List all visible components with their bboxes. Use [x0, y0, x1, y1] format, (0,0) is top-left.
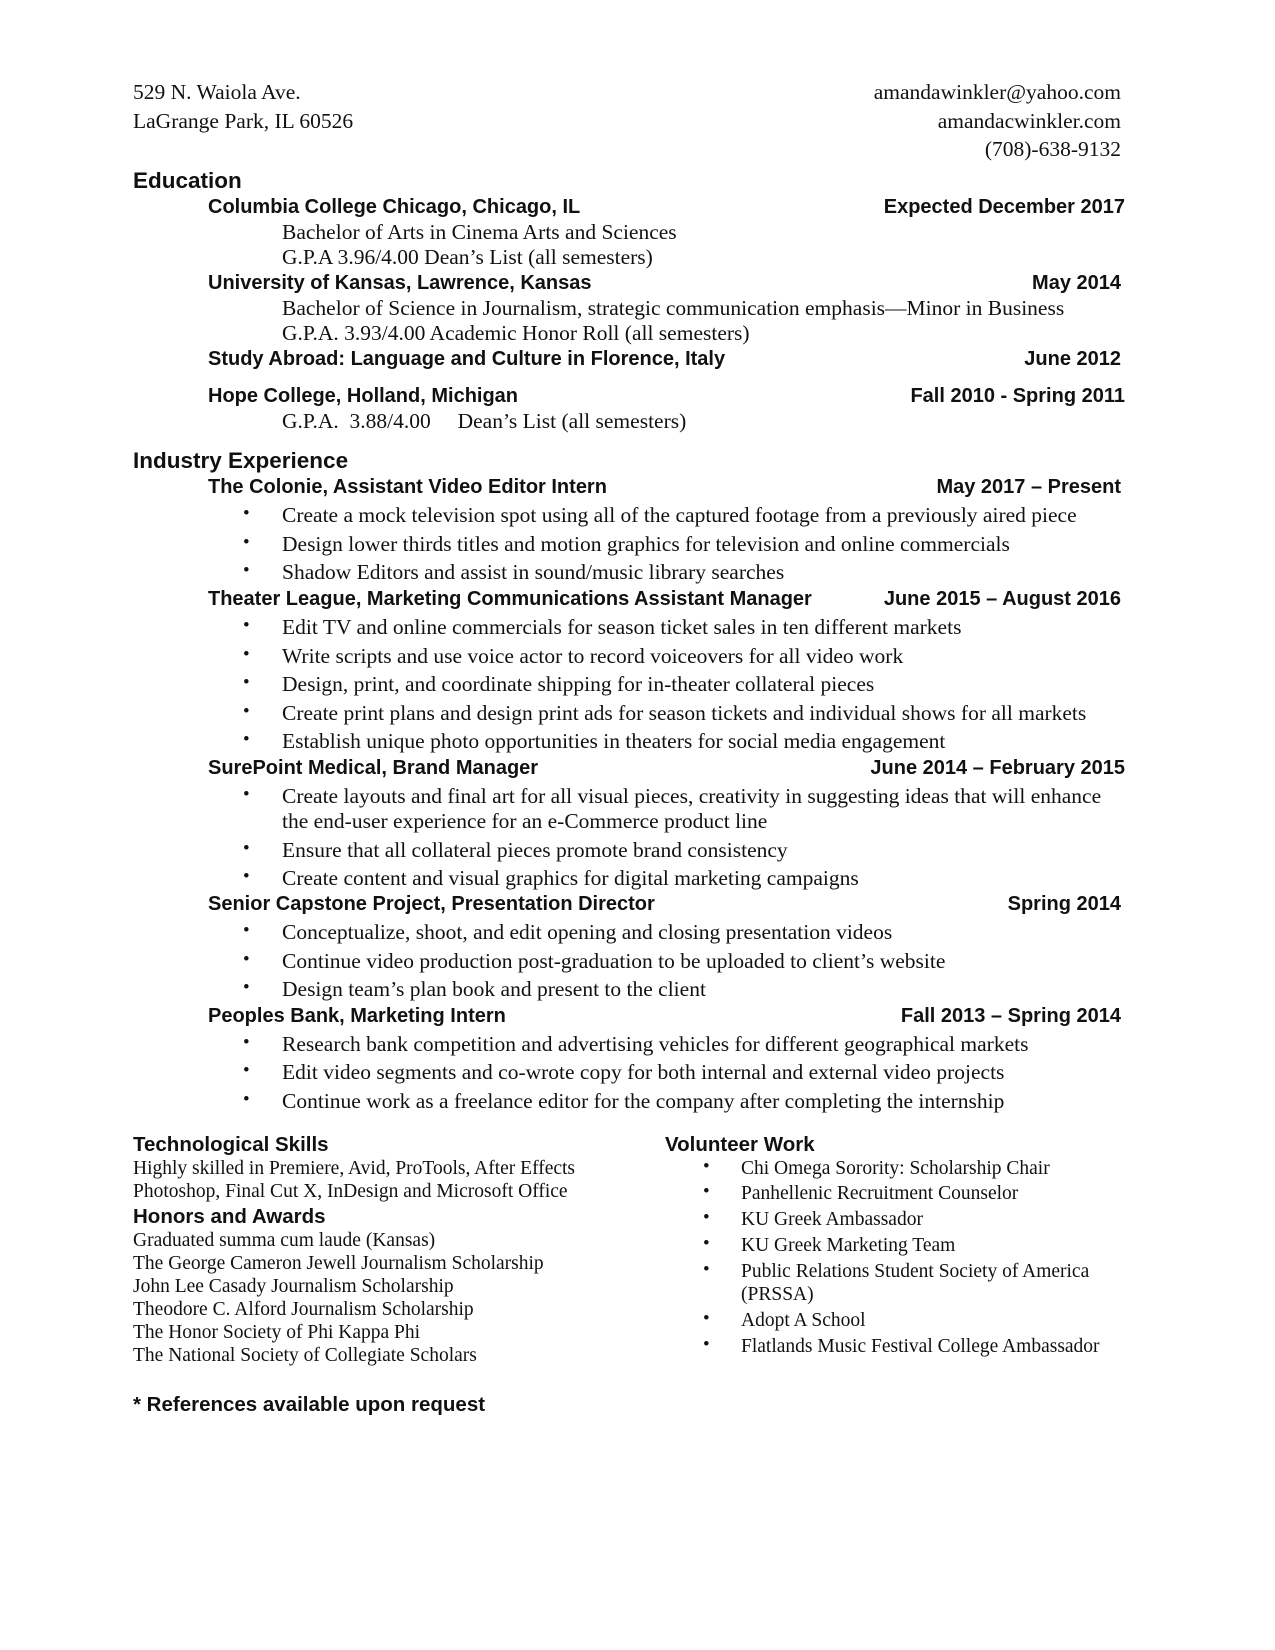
bullet-icon: •: [703, 1156, 710, 1177]
bullet-icon: •: [243, 784, 250, 805]
email-link[interactable]: amandawinkler@yahoo.com: [873, 80, 1121, 104]
bullet-icon: •: [243, 1032, 250, 1053]
job-bullet-text: Shadow Editors and assist in sound/music library searches: [282, 560, 785, 584]
bullet-icon: •: [243, 701, 250, 722]
bullet-icon: •: [703, 1181, 710, 1202]
bullet-icon: •: [243, 615, 250, 636]
edu-school-1: Columbia College Chicago, Chicago, IL: [208, 196, 581, 218]
volunteer-item: (PRSSA): [741, 1284, 814, 1305]
edu-school-3: Study Abroad: Language and Culture in Florence, Italy: [208, 348, 726, 370]
bullet-icon: •: [243, 1089, 250, 1110]
job-bullet-text: Design, print, and coordinate shipping for in-theater collateral pieces: [282, 672, 875, 696]
bullet-icon: •: [703, 1207, 710, 1228]
edu-date-3: June 2012: [1024, 348, 1121, 370]
bullet-icon: •: [243, 532, 250, 553]
bullet-icon: •: [243, 920, 250, 941]
bullet-icon: •: [243, 672, 250, 693]
job-bullet-text: Create print plans and design print ads for season tickets and individual shows for all markets: [282, 701, 1087, 725]
address-line-1: 529 N. Waiola Ave.: [133, 80, 301, 104]
edu-school-2: University of Kansas, Lawrence, Kansas: [208, 272, 592, 294]
job-date-1: May 2017 – Present: [936, 476, 1121, 498]
experience-heading: Industry Experience: [133, 448, 349, 473]
bullet-icon: •: [243, 949, 250, 970]
volunteer-heading: Volunteer Work: [665, 1133, 815, 1156]
job-date-3: June 2014 – February 2015: [870, 757, 1125, 779]
volunteer-item: Adopt A School: [741, 1310, 866, 1331]
job-date-4: Spring 2014: [1007, 893, 1121, 915]
job-bullet-text: Conceptualize, shoot, and edit opening and closing presentation videos: [282, 920, 893, 944]
bullet-icon: •: [243, 866, 250, 887]
bullet-icon: •: [703, 1259, 710, 1280]
bullet-icon: •: [243, 644, 250, 665]
bullet-icon: •: [243, 729, 250, 750]
honor-item: Graduated summa cum laude (Kansas): [133, 1230, 436, 1251]
job-title-3: SurePoint Medical, Brand Manager: [208, 757, 539, 779]
phone-number: (708)-638-9132: [984, 137, 1121, 161]
edu-date-4: Fall 2010 - Spring 2011: [910, 385, 1125, 407]
job-title-2: Theater League, Marketing Communications Assistant Manager: [208, 588, 812, 610]
job-bullet-text: Edit TV and online commercials for season ticket sales in ten different markets: [282, 615, 962, 639]
honor-item: The Honor Society of Phi Kappa Phi: [133, 1322, 421, 1343]
edu-detail: G.P.A 3.96/4.00 Dean’s List (all semesters): [282, 245, 653, 269]
job-title-5: Peoples Bank, Marketing Intern: [208, 1005, 506, 1027]
bullet-icon: •: [703, 1233, 710, 1254]
job-bullet-text: Create a mock television spot using all of the captured footage from a previously aired piece: [282, 503, 1077, 527]
address-line-2: LaGrange Park, IL 60526: [133, 109, 354, 133]
job-title-1: The Colonie, Assistant Video Editor Intern: [208, 476, 607, 498]
tech-skills-line: Highly skilled in Premiere, Avid, ProTools, After Effects: [133, 1158, 576, 1179]
edu-detail: Bachelor of Arts in Cinema Arts and Sciences: [282, 220, 677, 244]
volunteer-item: KU Greek Ambassador: [741, 1209, 923, 1230]
job-bullet-text: the end-user experience for an e-Commerce product line: [282, 809, 768, 833]
edu-detail: G.P.A. 3.93/4.00 Academic Honor Roll (all semesters): [282, 321, 750, 345]
job-bullet-text: Write scripts and use voice actor to record voiceovers for all video work: [282, 644, 904, 668]
tech-skills-heading: Technological Skills: [133, 1133, 329, 1156]
job-bullet-text: Design team’s plan book and present to the client: [282, 977, 706, 1001]
job-bullet-text: Establish unique photo opportunities in theaters for social media engagement: [282, 729, 946, 753]
edu-date-2: May 2014: [1032, 272, 1121, 294]
bullet-icon: •: [243, 1060, 250, 1081]
edu-date-1: Expected December 2017: [883, 196, 1125, 218]
references-note: * References available upon request: [133, 1393, 486, 1416]
bullet-icon: •: [703, 1308, 710, 1329]
honor-item: Theodore C. Alford Journalism Scholarship: [133, 1299, 474, 1320]
honor-item: John Lee Casady Journalism Scholarship: [133, 1276, 454, 1297]
volunteer-item: Panhellenic Recruitment Counselor: [741, 1183, 1019, 1204]
bullet-icon: •: [243, 503, 250, 524]
tech-skills-line: Photoshop, Final Cut X, InDesign and Microsoft Office: [133, 1181, 568, 1202]
volunteer-item: Flatlands Music Festival College Ambassador: [741, 1336, 1100, 1357]
website-link[interactable]: amandacwinkler.com: [937, 109, 1121, 133]
bullet-icon: •: [243, 977, 250, 998]
edu-school-4: Hope College, Holland, Michigan: [208, 385, 519, 407]
job-bullet-text: Research bank competition and advertising vehicles for different geographical markets: [282, 1032, 1029, 1056]
job-bullet-text: Continue work as a freelance editor for the company after completing the internship: [282, 1089, 1005, 1113]
volunteer-item: Public Relations Student Society of America: [741, 1261, 1090, 1282]
volunteer-item: KU Greek Marketing Team: [741, 1235, 956, 1256]
bullet-icon: •: [243, 838, 250, 859]
education-heading: Education: [133, 168, 242, 193]
bullet-icon: •: [703, 1334, 710, 1355]
volunteer-item: Chi Omega Sorority: Scholarship Chair: [741, 1158, 1050, 1179]
job-title-4: Senior Capstone Project, Presentation Director: [208, 893, 655, 915]
job-date-2: June 2015 – August 2016: [883, 588, 1121, 610]
bullet-icon: •: [243, 560, 250, 581]
honor-item: The George Cameron Jewell Journalism Scholarship: [133, 1253, 544, 1274]
honors-heading: Honors and Awards: [133, 1205, 326, 1228]
honor-item: The National Society of Collegiate Scholars: [133, 1345, 477, 1366]
job-bullet-text: Design lower thirds titles and motion graphics for television and online commercials: [282, 532, 1010, 556]
edu-detail: Bachelor of Science in Journalism, strategic communication emphasis—Minor in Business: [282, 296, 1065, 320]
job-bullet-text: Create layouts and final art for all visual pieces, creativity in suggesting ideas that will enhance: [282, 784, 1102, 808]
edu-detail: G.P.A. 3.88/4.00 Dean’s List (all semesters): [282, 409, 687, 433]
job-bullet-text: Create content and visual graphics for digital marketing campaigns: [282, 866, 859, 890]
job-bullet-text: Continue video production post-graduation to be uploaded to client’s website: [282, 949, 946, 973]
job-date-5: Fall 2013 – Spring 2014: [900, 1005, 1121, 1027]
job-bullet-text: Ensure that all collateral pieces promote brand consistency: [282, 838, 788, 862]
job-bullet-text: Edit video segments and co-wrote copy for both internal and external video projects: [282, 1060, 1005, 1084]
